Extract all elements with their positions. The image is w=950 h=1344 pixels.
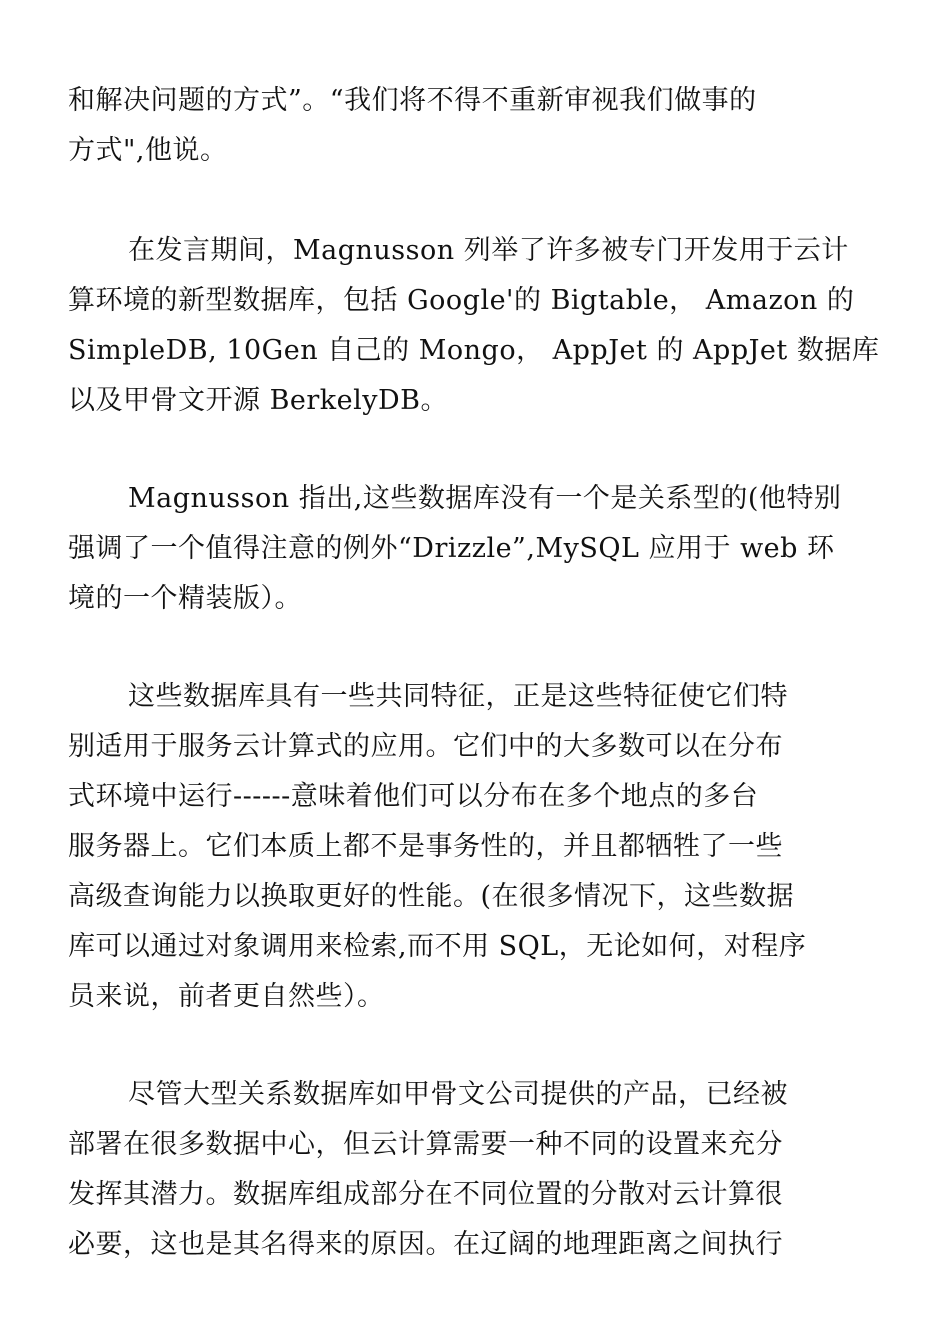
text-line: Magnusson 指出,这些数据库没有一个是关系型的(他特别: [128, 483, 842, 514]
text-line: 库可以通过对象调用来检索,而不用 SQL，无论如何，对程序: [68, 931, 807, 962]
text-line: 发挥其潜力。数据库组成部分在不同位置的分散对云计算很: [68, 1179, 783, 1210]
text-line: 部署在很多数据中心，但云计算需要一种不同的设置来充分: [68, 1129, 783, 1160]
text-line: 尽管大型关系数据库如甲骨文公司提供的产品，已经被: [128, 1079, 788, 1110]
text-line: 境的一个精装版）。: [68, 583, 302, 614]
text-line: SimpleDB, 10Gen 自己的 Mongo， AppJet 的 AppJet 数据库: [68, 335, 880, 366]
text-line: 和解决问题的方式”。“我们将不得不重新审视我们做事的: [68, 85, 757, 116]
paragraph-4: [68, 672, 888, 1022]
paragraph-5: [68, 1070, 888, 1270]
text-line: 别适用于服务云计算式的应用。它们中的大多数可以在分布: [68, 731, 783, 762]
text-line: 这些数据库具有一些共同特征，正是这些特征使它们特: [128, 681, 788, 712]
text-line: 员来说，前者更自然些）。: [68, 981, 385, 1012]
paragraph-1: [68, 76, 888, 176]
text-line: 方式",他说。: [68, 135, 228, 166]
text-line: 必要，这也是其名得来的原因。在辽阔的地理距离之间执行: [68, 1229, 783, 1260]
text-line: 式环境中运行------意味着他们可以分布在多个地点的多台: [68, 781, 759, 812]
paragraph-2: [68, 226, 888, 426]
paragraph-3: [68, 474, 888, 624]
text-line: 以及甲骨文开源 BerkelyDB。: [68, 385, 449, 416]
text-line: 在发言期间，Magnusson 列举了许多被专门开发用于云计: [128, 235, 849, 266]
text-line: 服务器上。它们本质上都不是事务性的，并且都牺牲了一些: [68, 831, 783, 862]
text-line: 高级查询能力以换取更好的性能。(在很多情况下，这些数据: [68, 881, 795, 912]
text-line: 强调了一个值得注意的例外“Drizzle”,MySQL 应用于 web 环: [68, 533, 835, 564]
text-line: 算环境的新型数据库，包括 Google'的 Bigtable， Amazon 的: [68, 285, 855, 316]
